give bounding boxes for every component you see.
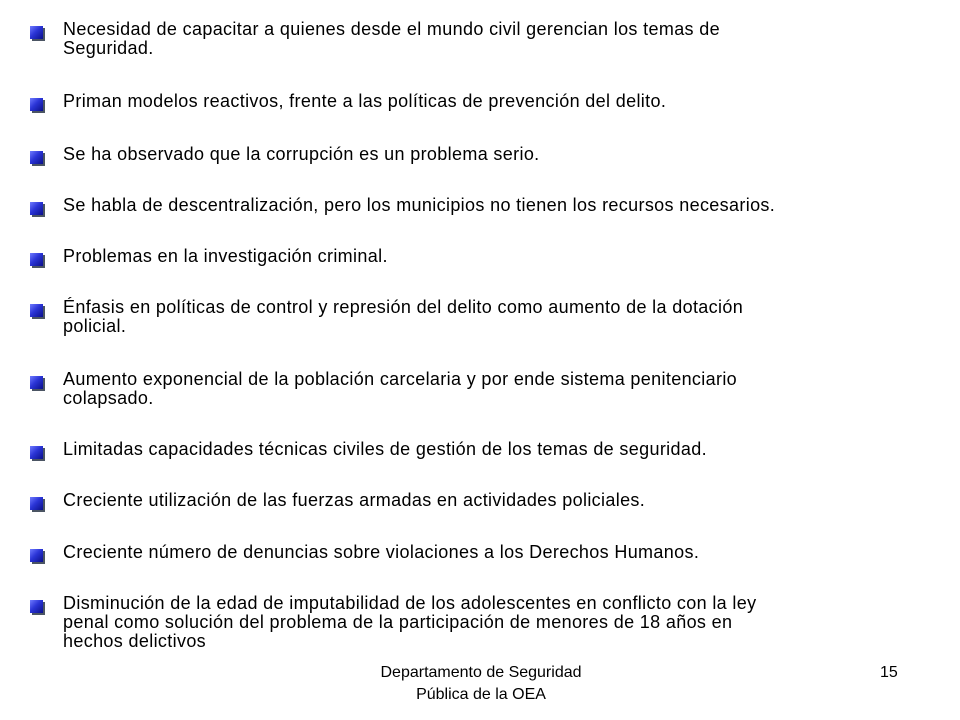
bullet-text: Limitadas capacidades técnicas civiles de gestión de los temas de seguridad.	[63, 439, 707, 459]
bullet-text: Priman modelos reactivos, frente a las políticas de prevención del delito.	[63, 91, 667, 111]
square-bullet-icon	[30, 98, 43, 111]
bullet-text: Problemas en la investigación criminal.	[63, 246, 388, 266]
square-bullet-icon	[30, 497, 43, 510]
bullet-text: Aumento exponencial de la población carcelaria y por ende sistema penitenciario colapsado.	[63, 369, 738, 408]
square-bullet-icon	[30, 151, 43, 164]
square-bullet-icon	[30, 253, 43, 266]
square-bullet-icon	[30, 202, 43, 215]
footer-department: Departamento de Seguridad Pública de la OEA	[380, 664, 582, 703]
bullet-text: Se ha observado que la corrupción es un problema serio.	[63, 144, 540, 164]
bullet-text: Se habla de descentralización, pero los municipios no tienen los recursos necesarios.	[63, 195, 776, 215]
bullet-text: Necesidad de capacitar a quienes desde el mundo civil gerencian los temas de Seguridad.	[63, 19, 720, 58]
square-bullet-icon	[30, 304, 43, 317]
bullet-text: Creciente utilización de las fuerzas armadas en actividades policiales.	[63, 490, 646, 510]
square-bullet-icon	[30, 446, 43, 459]
square-bullet-icon	[30, 549, 43, 562]
square-bullet-icon	[30, 600, 43, 613]
page-number: 15	[880, 664, 898, 681]
square-bullet-icon	[30, 26, 43, 39]
bullet-text: Creciente número de denuncias sobre violaciones a los Derechos Humanos.	[63, 542, 700, 562]
bullet-text: Disminución de la edad de imputabilidad de los adolescentes en conflicto con la ley penal como solución del problema de la participación de menores de 18 años en hechos delictivos	[63, 593, 757, 651]
square-bullet-icon	[30, 376, 43, 389]
bullet-text: Énfasis en políticas de control y represión del delito como aumento de la dotación policial.	[63, 297, 744, 336]
